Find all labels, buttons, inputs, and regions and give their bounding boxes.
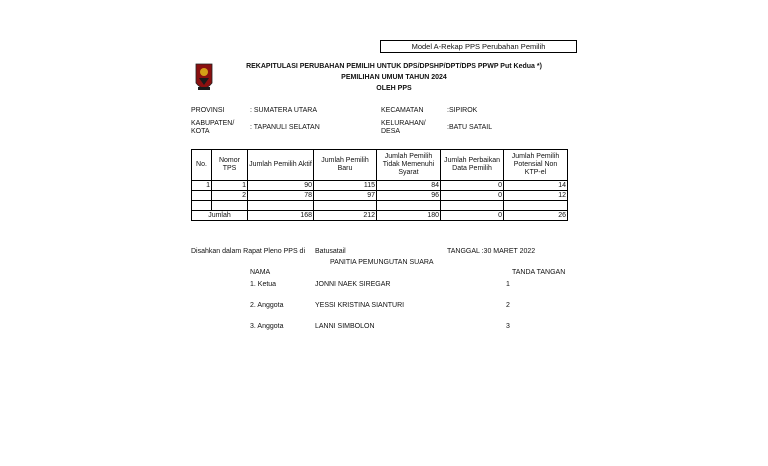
table-cell: 1 — [192, 181, 212, 191]
document-title-line-3: OLEH PPS — [376, 85, 412, 92]
table-cell: 14 — [504, 181, 568, 191]
table-cell — [248, 201, 314, 211]
table-header-row — [192, 150, 568, 181]
table-cell — [504, 201, 568, 211]
kelurahan-value: :BATU SATAIL — [447, 124, 493, 131]
total-potensial-non-ktp: 26 — [504, 211, 568, 221]
member-role: 2. Anggota — [250, 302, 284, 309]
total-tidak-memenuhi-syarat: 180 — [377, 211, 441, 221]
col-header-perbaikan-data: Jumlah Perbaikan Data Pemilih — [441, 150, 504, 181]
document-title-line-2: PEMILIHAN UMUM TAHUN 2024 — [341, 74, 447, 81]
member-signature-number: 3 — [506, 323, 510, 330]
table-cell — [314, 201, 377, 211]
table-cell: 12 — [504, 191, 568, 201]
member-role: 1. Ketua — [250, 281, 277, 288]
table-cell: 97 — [314, 191, 377, 201]
col-header-no: No. — [192, 150, 212, 181]
table-cell: 0 — [441, 191, 504, 201]
rekap-table — [191, 149, 568, 221]
panitia-heading: PANITIA PEMUNGUTAN SUARA — [330, 259, 434, 266]
col-header-nomor-tps: Nomor TPS — [212, 150, 248, 181]
table-cell — [441, 201, 504, 211]
kecamatan-label: KECAMATAN — [381, 107, 424, 114]
tanggal-pleno: TANGGAL :30 MARET 2022 — [447, 248, 536, 255]
nama-column-header: NAMA — [250, 269, 271, 276]
member-name: YESSI KRISTINA SIANTURI — [315, 302, 405, 309]
kelurahan-label-1: KELURAHAN/ — [381, 120, 426, 127]
table-cell — [212, 201, 248, 211]
disahkan-text: Disahkan dalam Rapat Pleno PPS di — [191, 248, 306, 255]
table-cell — [377, 201, 441, 211]
table-cell: 1 — [212, 181, 248, 191]
kpu-logo — [194, 61, 214, 95]
col-header-pemilih-aktif: Jumlah Pemilih Aktif — [248, 150, 314, 181]
total-pemilih-aktif: 168 — [248, 211, 314, 221]
total-pemilih-baru: 212 — [314, 211, 377, 221]
table-cell: 115 — [314, 181, 377, 191]
kabupaten-label-1: KABUPATEN/ — [191, 120, 235, 127]
tanda-tangan-column-header: TANDA TANGAN — [512, 269, 566, 276]
table-cell — [192, 191, 212, 201]
total-label: Jumlah — [192, 211, 248, 221]
table-total-row — [192, 211, 568, 221]
member-signature-number: 2 — [506, 302, 510, 309]
kelurahan-label-2: DESA — [381, 128, 401, 135]
provinsi-label: PROVINSI — [191, 107, 225, 114]
table-cell: 2 — [212, 191, 248, 201]
table-row — [192, 201, 568, 211]
member-name: JONNI NAEK SIREGAR — [315, 281, 391, 288]
table-cell: 84 — [377, 181, 441, 191]
member-signature-number: 1 — [506, 281, 510, 288]
table-cell — [192, 201, 212, 211]
table-cell: 90 — [248, 181, 314, 191]
col-header-pemilih-baru: Jumlah Pemilih Baru — [314, 150, 377, 181]
document-title-line-1: REKAPITULASI PERUBAHAN PEMILIH UNTUK DPS/DPSHP/DPT/DPS PPWP Put Kedua *) — [246, 63, 542, 70]
total-perbaikan-data: 0 — [441, 211, 504, 221]
lokasi-pleno: Batusatail — [315, 248, 346, 255]
provinsi-value: : SUMATERA UTARA — [250, 107, 318, 114]
member-role: 3. Anggota — [250, 323, 284, 330]
table-cell: 0 — [441, 181, 504, 191]
table-row — [192, 191, 568, 201]
table-row — [192, 181, 568, 191]
form-model-label: Model A-Rekap PPS Perubahan Pemilih — [380, 40, 577, 53]
table-cell: 78 — [248, 191, 314, 201]
table-cell: 96 — [377, 191, 441, 201]
kecamatan-value: :SIPIROK — [447, 107, 478, 114]
member-name: LANNI SIMBOLON — [315, 323, 375, 330]
col-header-potensial-non-ktp: Jumlah Pemilih Potensial Non KTP-el — [504, 150, 568, 181]
kabupaten-value: : TAPANULI SELATAN — [250, 124, 320, 131]
col-header-tidak-memenuhi-syarat: Jumlah Pemilih Tidak Memenuhi Syarat — [377, 150, 441, 181]
kabupaten-label-2: KOTA — [191, 128, 210, 135]
